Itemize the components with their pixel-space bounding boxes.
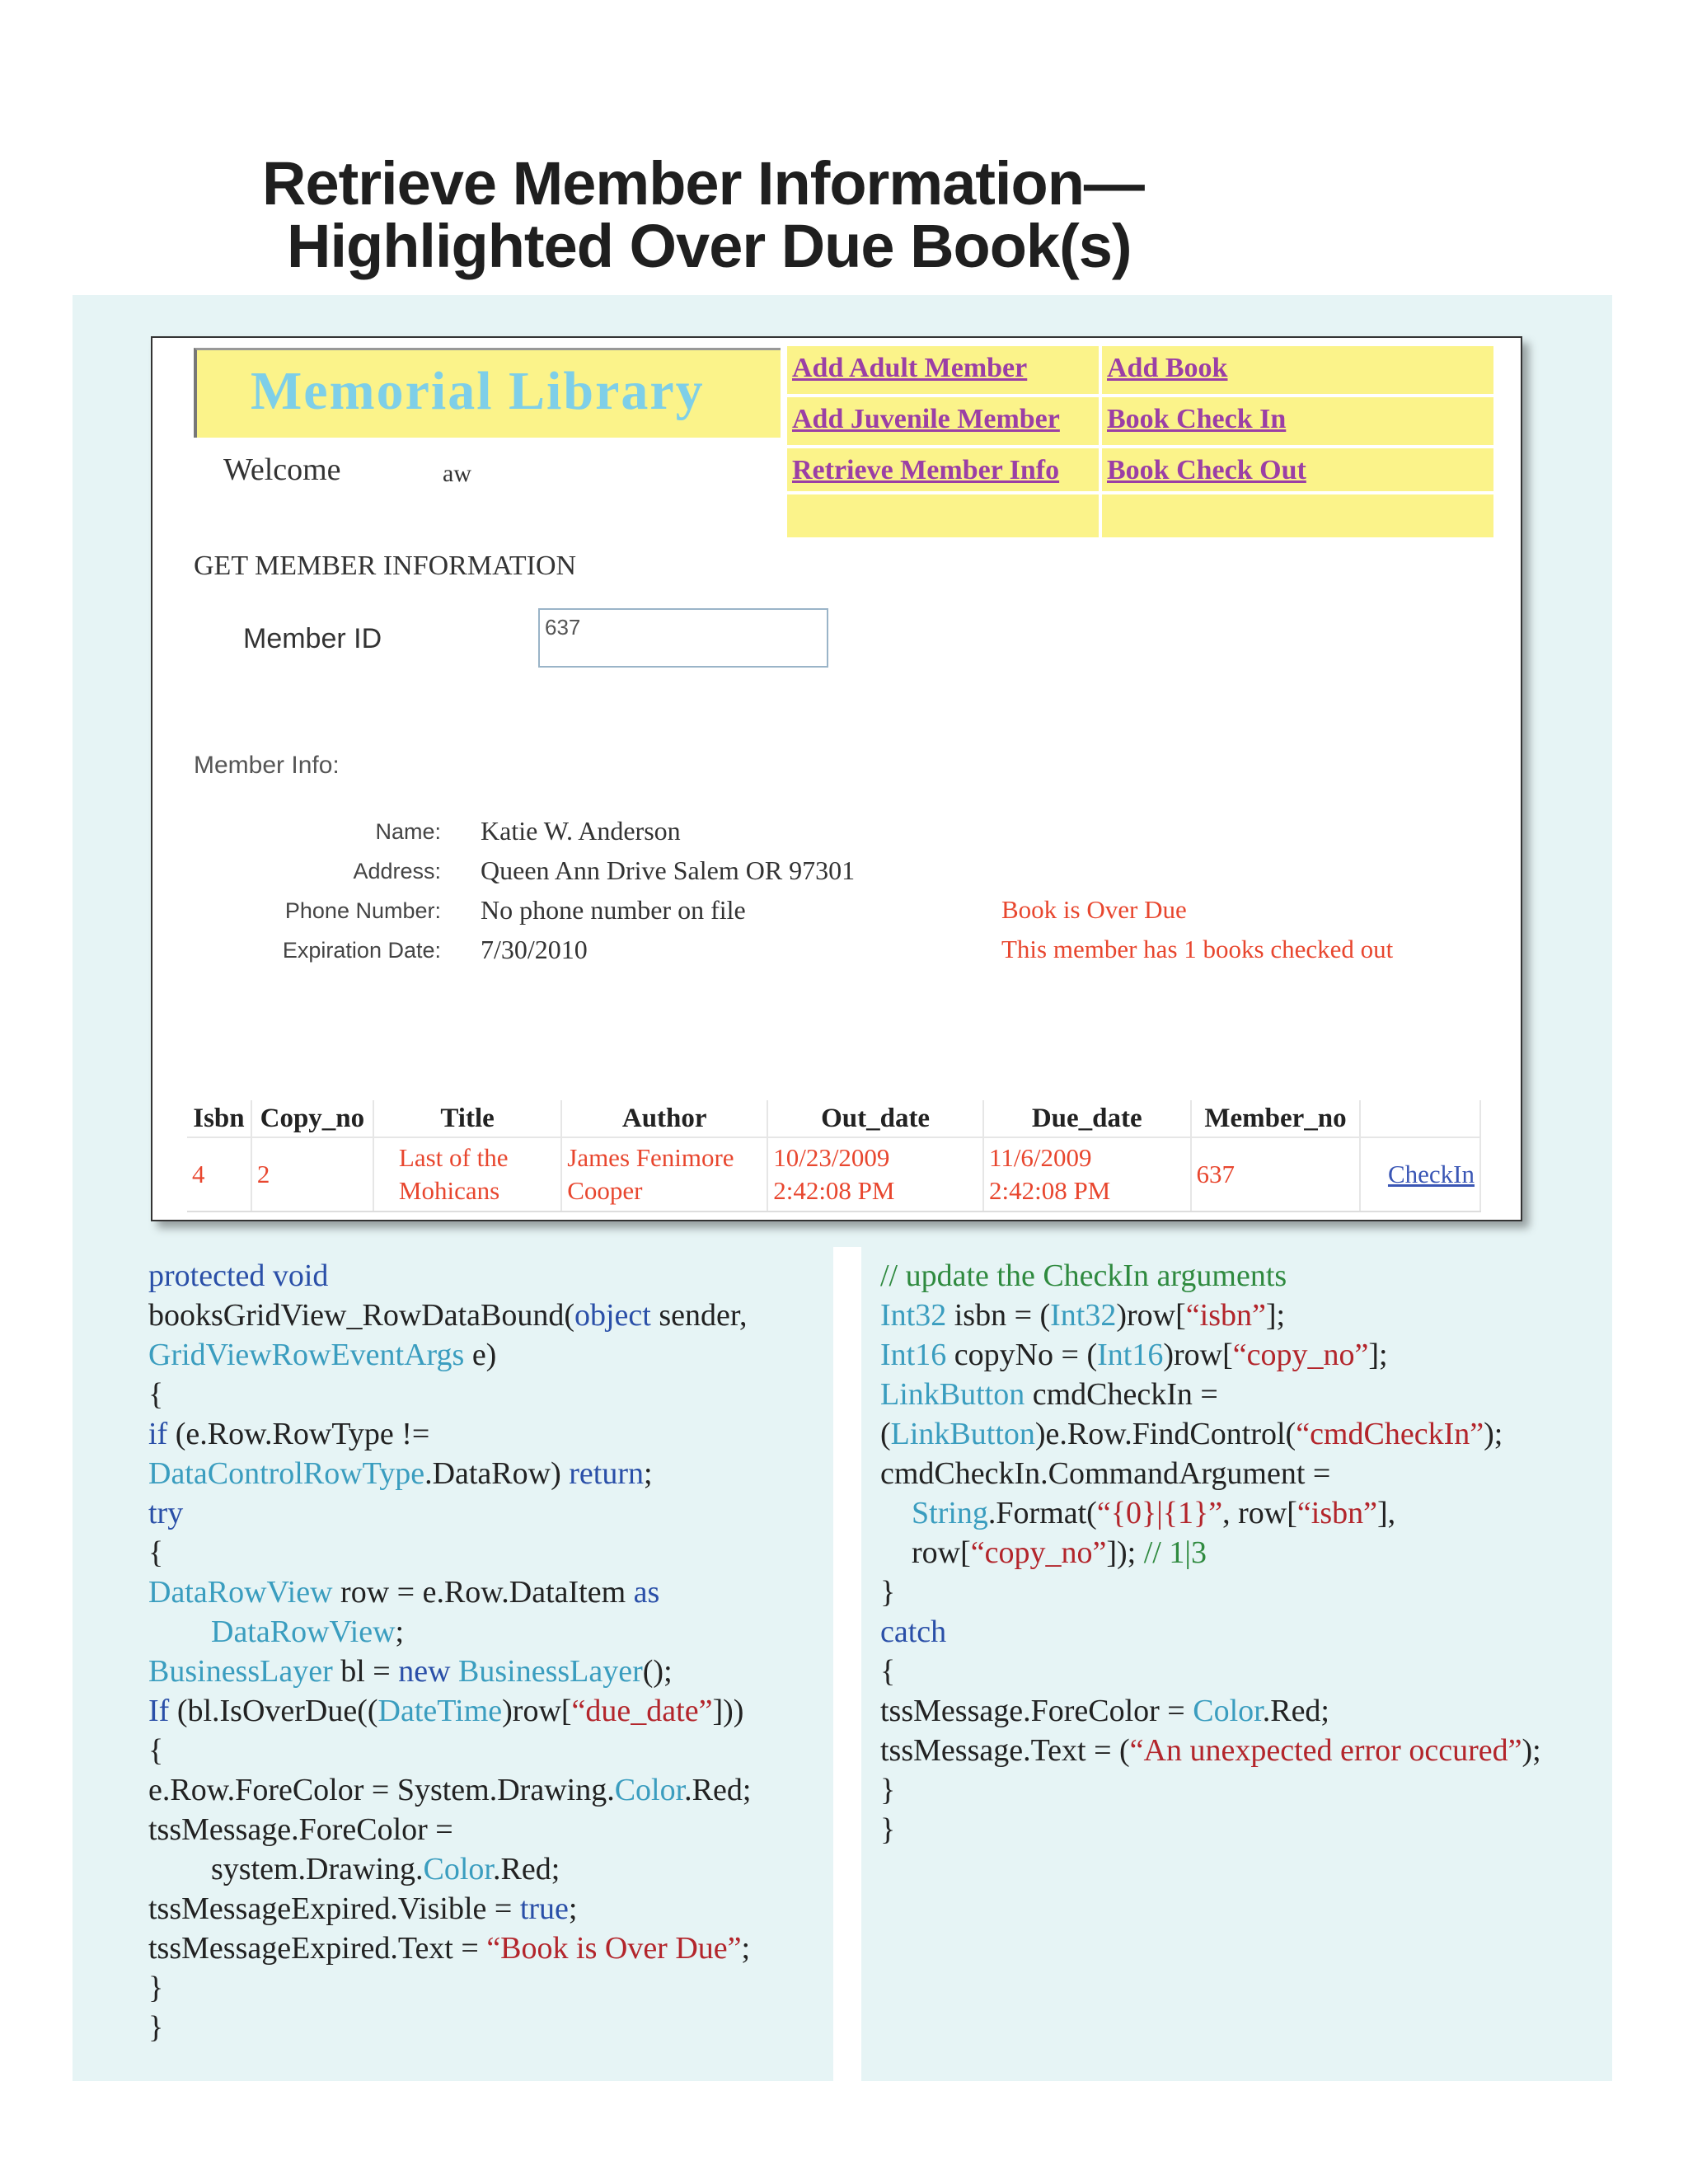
banner-title: Memorial Library: [251, 361, 705, 421]
code-token: e.Row.ForeColor = System.Drawing.: [148, 1773, 615, 1807]
code-line: [880, 1810, 1541, 1849]
code-line: [880, 1296, 1541, 1335]
code-line: [880, 1454, 1541, 1493]
code-token: “copy_no”: [1232, 1338, 1369, 1372]
code-line: [148, 1770, 751, 1810]
nav-book-check-in[interactable]: Book Check In: [1107, 404, 1287, 434]
code-token: )row[: [1116, 1298, 1186, 1333]
col-member-no: Member_no: [1191, 1100, 1361, 1137]
nav-add-adult-member[interactable]: Add Adult Member: [792, 353, 1028, 383]
code-token: protected void: [148, 1258, 329, 1293]
member-info-label: Member Info:: [194, 752, 340, 779]
code-token: {: [148, 1733, 164, 1768]
code-token: e): [464, 1338, 497, 1372]
code-token: booksGridView_RowDataBound(: [148, 1298, 574, 1333]
cell-isbn: 4: [187, 1137, 251, 1212]
title-line-1: Last of the: [398, 1143, 509, 1172]
code-token: (bl.IsOverDue((: [169, 1694, 378, 1728]
nav-cell: [1102, 346, 1493, 394]
code-listing-right: [880, 1256, 1541, 1849]
col-isbn: Isbn: [187, 1100, 251, 1137]
code-token: ;: [395, 1615, 405, 1649]
out-date-line-1: 10/23/2009: [773, 1143, 890, 1172]
code-token: }: [148, 1971, 164, 2005]
page-title-line-1: Retrieve Member Information—: [262, 149, 1144, 218]
code-token: (e.Row.RowType !=: [167, 1417, 430, 1451]
code-line: [880, 1612, 1541, 1652]
col-copy-no: Copy_no: [251, 1100, 373, 1137]
code-token: .DataRow): [424, 1456, 570, 1491]
grid-header-row: [187, 1100, 1480, 1137]
code-token: tssMessageExpired.Text =: [148, 1931, 487, 1966]
app-window: [151, 336, 1522, 1221]
code-line: [148, 1572, 751, 1612]
overdue-message: Book is Over Due: [1001, 895, 1187, 924]
member-id-label: Member ID: [243, 623, 382, 654]
code-token: Int32: [1050, 1298, 1117, 1333]
code-token: Color: [1193, 1694, 1263, 1728]
nav-add-book[interactable]: Add Book: [1107, 353, 1228, 383]
code-line: [148, 1810, 751, 1849]
field-row-name: [152, 816, 977, 852]
code-token: new: [398, 1654, 451, 1689]
code-token: .Red;: [493, 1852, 560, 1886]
title-line-2: Mohicans: [398, 1176, 500, 1205]
code-token: “isbn”: [1185, 1298, 1266, 1333]
table-row: [187, 1137, 1480, 1212]
code-token: ];: [1368, 1338, 1388, 1372]
code-line: [880, 1691, 1541, 1731]
code-token: row[: [880, 1535, 971, 1570]
code-token: object: [574, 1298, 651, 1333]
code-token: // update the CheckIn arguments: [880, 1258, 1287, 1293]
code-line: [880, 1335, 1541, 1375]
code-token: Color: [614, 1773, 685, 1807]
code-token: ]);: [1106, 1535, 1144, 1570]
nav-menu: [787, 346, 1493, 529]
cell-action: [1360, 1137, 1480, 1212]
nav-cell-empty: [1102, 494, 1493, 537]
cell-due-date: [983, 1137, 1191, 1212]
code-line: [880, 1731, 1541, 1770]
code-token: cmdCheckIn =: [1025, 1377, 1218, 1412]
code-token: }: [148, 2010, 164, 2045]
code-token: system.Drawing.: [148, 1852, 424, 1886]
code-token: tssMessage.Text = (: [880, 1733, 1130, 1768]
code-token: try: [148, 1496, 184, 1530]
code-line: [148, 1296, 751, 1335]
code-token: [148, 1615, 211, 1649]
code-token: “An unexpected error occured”: [1129, 1733, 1522, 1768]
author-line-1: James Fenimore: [567, 1143, 734, 1172]
code-token: bl =: [332, 1654, 399, 1689]
code-line: [148, 1335, 751, 1375]
code-token: “due_date”: [571, 1694, 713, 1728]
code-token: sender,: [650, 1298, 748, 1333]
nav-cell: [787, 346, 1099, 394]
expiration-label: Expiration Date:: [282, 938, 441, 963]
username: aw: [443, 460, 471, 487]
code-token: // 1|3: [1143, 1535, 1207, 1570]
code-token: .Red;: [1262, 1694, 1329, 1728]
code-token: {: [148, 1535, 164, 1570]
code-token: )e.Row.FindControl(: [1034, 1417, 1296, 1451]
code-token: [880, 1496, 912, 1530]
code-line: [880, 1770, 1541, 1810]
name-value: Katie W. Anderson: [481, 816, 681, 846]
code-token: tssMessage.ForeColor =: [880, 1694, 1193, 1728]
code-token: tssMessage.ForeColor =: [148, 1812, 453, 1847]
code-token: ;: [741, 1931, 751, 1966]
code-token: BusinessLayer: [148, 1654, 333, 1689]
code-listing-left: [148, 1256, 751, 2047]
nav-cell: [787, 448, 1099, 491]
code-token: Int16: [1097, 1338, 1164, 1372]
phone-label: Phone Number:: [284, 898, 441, 923]
code-line: [880, 1375, 1541, 1414]
code-line: [148, 1414, 751, 1454]
code-token: tssMessageExpired.Visible =: [148, 1891, 520, 1926]
code-token: , row[: [1222, 1496, 1297, 1530]
code-token: ;: [568, 1891, 578, 1926]
nav-cell-empty: [787, 494, 1099, 537]
code-token: “{0}|{1}”: [1096, 1496, 1223, 1530]
page-title-line-2: Highlighted Over Due Book(s): [287, 212, 1132, 280]
code-token: Int32: [880, 1298, 947, 1333]
code-line: [148, 1968, 751, 2008]
code-token: ],: [1376, 1496, 1396, 1530]
expiration-value: 7/30/2010: [481, 935, 588, 964]
code-line: [148, 1691, 751, 1731]
code-token: If: [148, 1694, 170, 1728]
code-token: [451, 1654, 459, 1689]
cell-member-no: 637: [1191, 1137, 1361, 1212]
code-token: DataControlRowType: [148, 1456, 425, 1491]
code-token: cmdCheckIn.CommandArgument =: [880, 1456, 1331, 1491]
books-grid: [187, 1100, 1481, 1212]
code-token: ];: [1265, 1298, 1286, 1333]
code-line: [880, 1256, 1541, 1296]
code-token: true: [519, 1891, 569, 1926]
code-token: {: [880, 1654, 896, 1689]
code-line: [148, 1731, 751, 1770]
author-line-2: Cooper: [567, 1176, 643, 1205]
code-line: [880, 1414, 1541, 1454]
code-token: )row[: [502, 1694, 572, 1728]
books-out-message: This member has 1 books checked out: [1001, 935, 1394, 963]
code-token: DataRowView: [148, 1575, 333, 1610]
code-line: [148, 1889, 751, 1929]
col-author: Author: [561, 1100, 767, 1137]
code-token: String: [912, 1496, 988, 1530]
nav-cell: [787, 397, 1099, 445]
code-line: [148, 1533, 751, 1572]
code-line: [148, 1929, 751, 1968]
code-line: [148, 1493, 751, 1533]
code-token: )row[: [1163, 1338, 1233, 1372]
code-token: “cmdCheckIn”: [1296, 1417, 1484, 1451]
code-token: }: [880, 1773, 896, 1807]
address-value: Queen Ann Drive Salem OR 97301: [481, 855, 856, 885]
code-line: [148, 2008, 751, 2047]
field-row-phone: [152, 895, 977, 931]
code-line: [148, 1375, 751, 1414]
cell-copy-no: 2: [251, 1137, 373, 1212]
code-token: “Book is Over Due”: [486, 1931, 742, 1966]
code-token: ;: [643, 1456, 653, 1491]
code-line: [148, 1849, 751, 1889]
code-token: Int16: [880, 1338, 947, 1372]
code-token: as: [633, 1575, 660, 1610]
code-token: “isbn”: [1296, 1496, 1377, 1530]
code-token: copyNo = (: [946, 1338, 1098, 1372]
code-token: LinkButton: [890, 1417, 1035, 1451]
code-line: [148, 1454, 751, 1493]
out-date-line-2: 2:42:08 PM: [773, 1176, 895, 1205]
code-token: isbn = (: [946, 1298, 1051, 1333]
code-token: DateTime: [377, 1694, 503, 1728]
phone-value: No phone number on file: [481, 895, 746, 925]
nav-book-check-out[interactable]: Book Check Out: [1107, 455, 1306, 485]
cell-out-date: [767, 1137, 983, 1212]
page-title: [262, 149, 1334, 280]
cell-title: [373, 1137, 561, 1212]
cell-author: [561, 1137, 767, 1212]
code-token: ])): [712, 1694, 744, 1728]
col-title: Title: [373, 1100, 561, 1137]
address-label: Address:: [353, 859, 441, 883]
code-token: GridViewRowEventArgs: [148, 1338, 465, 1372]
member-id-input[interactable]: 637: [538, 608, 828, 668]
name-label: Name:: [375, 819, 441, 844]
code-token: if: [148, 1417, 168, 1451]
code-token: ();: [642, 1654, 673, 1689]
code-token: (: [880, 1417, 891, 1451]
code-token: Color: [423, 1852, 493, 1886]
code-line: [880, 1493, 1541, 1533]
code-token: .Format(: [987, 1496, 1097, 1530]
code-line: [148, 1256, 751, 1296]
code-line: [880, 1572, 1541, 1612]
code-token: return: [569, 1456, 644, 1491]
code-line: [148, 1612, 751, 1652]
due-date-line-1: 11/6/2009: [988, 1143, 1092, 1172]
nav-retrieve-member-info[interactable]: Retrieve Member Info: [792, 455, 1060, 485]
code-token: row = e.Row.DataItem: [332, 1575, 634, 1610]
library-banner: [194, 348, 781, 438]
due-date-line-2: 2:42:08 PM: [988, 1176, 1111, 1205]
welcome-label: Welcome: [223, 452, 341, 487]
code-token: LinkButton: [880, 1377, 1025, 1412]
nav-add-juvenile-member[interactable]: Add Juvenile Member: [792, 404, 1060, 434]
code-line: [880, 1533, 1541, 1572]
col-due-date: Due_date: [983, 1100, 1191, 1137]
field-row-address: [152, 855, 977, 892]
nav-cell: [1102, 397, 1493, 445]
code-token: }: [880, 1812, 896, 1847]
code-token: DataRowView: [211, 1615, 396, 1649]
code-line: [880, 1652, 1541, 1691]
code-token: .Red;: [684, 1773, 752, 1807]
code-token: );: [1522, 1733, 1541, 1768]
code-token: BusinessLayer: [458, 1654, 643, 1689]
nav-cell: [1102, 448, 1493, 491]
section-heading: GET MEMBER INFORMATION: [194, 551, 577, 581]
col-out-date: Out_date: [767, 1100, 983, 1137]
code-line: [148, 1652, 751, 1691]
code-token: “copy_no”: [970, 1535, 1107, 1570]
code-token: {: [148, 1377, 164, 1412]
col-action: [1360, 1100, 1480, 1137]
field-row-expiration: [152, 935, 977, 971]
code-token: );: [1484, 1417, 1503, 1451]
code-token: }: [880, 1575, 896, 1610]
code-token: catch: [880, 1615, 947, 1649]
checkin-link[interactable]: CheckIn: [1387, 1160, 1475, 1188]
